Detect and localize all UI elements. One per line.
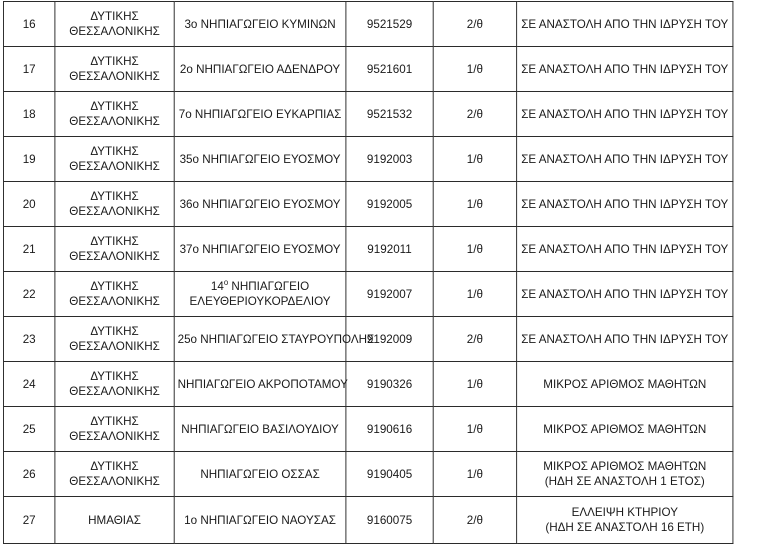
school-name-cell xyxy=(174,407,346,452)
row-number-cell: 26 xyxy=(3,452,54,497)
region-cell xyxy=(55,407,174,452)
table-row xyxy=(3,227,732,272)
region-cell xyxy=(55,182,174,227)
school-name-cell xyxy=(174,272,346,317)
region-line: ΔΥΤΙΚΗΣ xyxy=(90,54,139,68)
table-row xyxy=(3,452,732,497)
suspension-reason-cell xyxy=(517,497,733,544)
row-number-cell: 23 xyxy=(3,317,54,362)
suspension-reason-cell xyxy=(517,137,733,182)
suspension-reason-line: ΕΛΛΕΙΨΗ ΚΤΗΡΙΟΥ xyxy=(571,505,678,519)
suspension-reason-line: (ΗΔΗ ΣΕ ΑΝΑΣΤΟΛΗ 1 ΕΤΟΣ) xyxy=(544,474,705,488)
suspension-reason-line: (ΗΔΗ ΣΕ ΑΝΑΣΤΟΛΗ 16 ΕΤΗ) xyxy=(545,520,705,534)
row-number-cell: 19 xyxy=(3,137,54,182)
school-name-cell xyxy=(174,47,346,92)
table-row xyxy=(3,317,732,362)
suspension-reason-cell xyxy=(517,272,733,317)
region-cell xyxy=(55,272,174,317)
table-row xyxy=(3,92,732,137)
school-name-line: 37ο ΝΗΠΙΑΓΩΓΕΙΟ ΕΥΟΣΜΟΥ xyxy=(179,241,341,256)
region-line: ΔΥΤΙΚΗΣ xyxy=(90,234,139,248)
school-type-cell: 2/θ xyxy=(433,497,516,544)
school-code-cell: 9192005 xyxy=(346,182,433,227)
school-type-cell: 1/θ xyxy=(433,227,516,272)
suspension-reason-line: ΣΕ ΑΝΑΣΤΟΛΗ ΑΠΟ ΤΗΝ ΙΔΡΥΣΗ ΤΟΥ xyxy=(521,286,729,301)
school-code-cell: 9521601 xyxy=(346,47,433,92)
region-cell xyxy=(55,227,174,272)
table-row xyxy=(3,47,732,92)
school-name-cell xyxy=(174,497,346,544)
suspension-reason-cell xyxy=(517,2,733,47)
suspension-reason-line: ΜΙΚΡΟΣ ΑΡΙΘΜΟΣ ΜΑΘΗΤΩΝ xyxy=(543,376,707,391)
row-number-cell: 16 xyxy=(3,2,54,47)
school-code-cell: 9160075 xyxy=(346,497,433,544)
region-cell xyxy=(55,497,174,544)
suspension-reason-cell xyxy=(517,47,733,92)
suspension-reason-cell xyxy=(517,182,733,227)
region-line: ΔΥΤΙΚΗΣ xyxy=(90,144,139,158)
row-number-cell: 24 xyxy=(3,362,54,407)
suspension-reason-cell xyxy=(517,92,733,137)
table-row xyxy=(3,407,732,452)
region-line: ΔΥΤΙΚΗΣ xyxy=(90,279,139,293)
table-body xyxy=(3,2,732,544)
table-row xyxy=(3,2,732,47)
school-code-cell: 9192007 xyxy=(346,272,433,317)
suspension-reason-cell xyxy=(517,227,733,272)
suspension-reason-line: ΣΕ ΑΝΑΣΤΟΛΗ ΑΠΟ ΤΗΝ ΙΔΡΥΣΗ ΤΟΥ xyxy=(521,196,729,211)
school-type-cell: 1/θ xyxy=(433,452,516,497)
suspension-reason-cell xyxy=(517,317,733,362)
row-number-cell: 27 xyxy=(3,497,54,544)
school-type-cell: 1/θ xyxy=(433,137,516,182)
region-line: ΘΕΣΣΑΛΟΝΙΚΗΣ xyxy=(69,384,160,398)
region-cell xyxy=(55,2,174,47)
suspension-reason-cell xyxy=(517,452,733,497)
school-code-cell: 9190405 xyxy=(346,452,433,497)
region-line: ΔΥΤΙΚΗΣ xyxy=(90,414,139,428)
region-line: ΘΕΣΣΑΛΟΝΙΚΗΣ xyxy=(69,69,160,83)
region-cell xyxy=(55,92,174,137)
school-name-line: 7ο ΝΗΠΙΑΓΩΓΕΙΟ ΕΥΚΑΡΠΙΑΣ xyxy=(178,106,342,121)
school-type-cell: 1/θ xyxy=(433,407,516,452)
region-cell xyxy=(55,137,174,182)
table-row xyxy=(3,137,732,182)
region-line: ΘΕΣΣΑΛΟΝΙΚΗΣ xyxy=(69,204,160,218)
region-line: ΘΕΣΣΑΛΟΝΙΚΗΣ xyxy=(69,24,160,38)
school-code-cell: 9192011 xyxy=(346,227,433,272)
schools-table xyxy=(3,1,733,544)
region-line: ΔΥΤΙΚΗΣ xyxy=(90,324,139,338)
region-line: ΗΜΑΘΙΑΣ xyxy=(88,512,141,527)
row-number-cell: 21 xyxy=(3,227,54,272)
table-row xyxy=(3,497,732,544)
school-name-line: 35ο ΝΗΠΙΑΓΩΓΕΙΟ ΕΥΟΣΜΟΥ xyxy=(179,151,341,166)
school-name-cell xyxy=(174,92,346,137)
region-line: ΔΥΤΙΚΗΣ xyxy=(90,189,139,203)
region-line: ΘΕΣΣΑΛΟΝΙΚΗΣ xyxy=(69,339,160,353)
table-row xyxy=(3,182,732,227)
school-type-cell: 1/θ xyxy=(433,362,516,407)
suspension-reason-line: ΜΙΚΡΟΣ ΑΡΙΘΜΟΣ ΜΑΘΗΤΩΝ xyxy=(543,459,707,473)
school-name-line: ΕΛΕΥΘΕΡΙΟΥΚΟΡΔΕΛΙΟΥ xyxy=(189,294,331,308)
school-name-line: 1ο ΝΗΠΙΑΓΩΓΕΙΟ ΝΑΟΥΣΑΣ xyxy=(184,512,336,527)
row-number-cell: 22 xyxy=(3,272,54,317)
region-line: ΔΥΤΙΚΗΣ xyxy=(90,369,139,383)
school-name-line: ΝΗΠΙΑΓΩΓΕΙΟ ΒΑΣΙΛΟΥΔΙΟΥ xyxy=(181,421,339,436)
school-type-cell: 2/θ xyxy=(433,92,516,137)
region-line: ΔΥΤΙΚΗΣ xyxy=(90,9,139,23)
table-row xyxy=(3,272,732,317)
suspension-reason-line: ΣΕ ΑΝΑΣΤΟΛΗ ΑΠΟ ΤΗΝ ΙΔΡΥΣΗ ΤΟΥ xyxy=(521,16,729,31)
school-type-cell: 2/θ xyxy=(433,317,516,362)
school-code-cell: 9192009 xyxy=(346,317,433,362)
suspension-reason-line: ΣΕ ΑΝΑΣΤΟΛΗ ΑΠΟ ΤΗΝ ΙΔΡΥΣΗ ΤΟΥ xyxy=(521,151,729,166)
row-number-cell: 18 xyxy=(3,92,54,137)
suspension-reason-cell xyxy=(517,362,733,407)
school-name-cell xyxy=(174,452,346,497)
row-number-cell: 20 xyxy=(3,182,54,227)
region-line: ΘΕΣΣΑΛΟΝΙΚΗΣ xyxy=(69,294,160,308)
row-number-cell: 17 xyxy=(3,47,54,92)
region-line: ΘΕΣΣΑΛΟΝΙΚΗΣ xyxy=(69,159,160,173)
region-line: ΘΕΣΣΑΛΟΝΙΚΗΣ xyxy=(69,114,160,128)
region-line: ΘΕΣΣΑΛΟΝΙΚΗΣ xyxy=(69,474,160,488)
region-line: ΘΕΣΣΑΛΟΝΙΚΗΣ xyxy=(69,429,160,443)
school-name-line: 36ο ΝΗΠΙΑΓΩΓΕΙΟ ΕΥΟΣΜΟΥ xyxy=(179,196,341,211)
school-code-cell: 9190326 xyxy=(346,362,433,407)
school-type-cell: 1/θ xyxy=(433,182,516,227)
suspension-reason-cell xyxy=(517,407,733,452)
suspension-reason-line: ΣΕ ΑΝΑΣΤΟΛΗ ΑΠΟ ΤΗΝ ΙΔΡΥΣΗ ΤΟΥ xyxy=(521,331,729,346)
region-cell xyxy=(55,317,174,362)
school-type-cell: 1/θ xyxy=(433,272,516,317)
school-name-line: ΝΗΠΙΑΓΩΓΕΙΟ ΟΣΣΑΣ xyxy=(200,466,320,481)
school-type-cell: 2/θ xyxy=(433,2,516,47)
region-cell xyxy=(55,452,174,497)
suspension-reason-line: ΣΕ ΑΝΑΣΤΟΛΗ ΑΠΟ ΤΗΝ ΙΔΡΥΣΗ ΤΟΥ xyxy=(521,106,729,121)
region-line: ΔΥΤΙΚΗΣ xyxy=(90,99,139,113)
suspension-reason-line: ΣΕ ΑΝΑΣΤΟΛΗ ΑΠΟ ΤΗΝ ΙΔΡΥΣΗ ΤΟΥ xyxy=(521,241,729,256)
table-row xyxy=(3,362,732,407)
school-code-cell: 9521532 xyxy=(346,92,433,137)
suspension-reason-line: ΜΙΚΡΟΣ ΑΡΙΘΜΟΣ ΜΑΘΗΤΩΝ xyxy=(543,421,707,436)
school-name-line: $14^o$ ΝΗΠΙΑΓΩΓΕΙΟ xyxy=(210,278,310,293)
school-name-cell xyxy=(174,317,375,362)
school-code-cell: 9521529 xyxy=(346,2,433,47)
school-name-line: ΝΗΠΙΑΓΩΓΕΙΟ ΑΚΡΟΠΟΤΑΜΟΥ xyxy=(177,376,348,391)
region-cell xyxy=(55,362,174,407)
school-name-cell xyxy=(174,2,346,47)
region-line: ΘΕΣΣΑΛΟΝΙΚΗΣ xyxy=(69,249,160,263)
region-line: ΔΥΤΙΚΗΣ xyxy=(90,459,139,473)
school-code-cell: 9192003 xyxy=(346,137,433,182)
school-name-cell xyxy=(174,362,346,407)
school-name-cell xyxy=(174,137,346,182)
row-number-cell: 25 xyxy=(3,407,54,452)
region-cell xyxy=(55,47,174,92)
school-name-line: 3ο ΝΗΠΙΑΓΩΓΕΙΟ ΚΥΜΙΝΩΝ xyxy=(184,16,336,31)
school-name-line: 25ο ΝΗΠΙΑΓΩΓΕΙΟ ΣΤΑΥΡΟΥΠΟΛΗΣ xyxy=(177,331,375,346)
school-name-cell xyxy=(174,227,346,272)
school-name-line: 2ο ΝΗΠΙΑΓΩΓΕΙΟ ΑΔΕΝΔΡΟΥ xyxy=(179,61,341,76)
school-type-cell: 1/θ xyxy=(433,47,516,92)
school-name-cell xyxy=(174,182,346,227)
school-code-cell: 9190616 xyxy=(346,407,433,452)
suspension-reason-line: ΣΕ ΑΝΑΣΤΟΛΗ ΑΠΟ ΤΗΝ ΙΔΡΥΣΗ ΤΟΥ xyxy=(521,61,729,76)
